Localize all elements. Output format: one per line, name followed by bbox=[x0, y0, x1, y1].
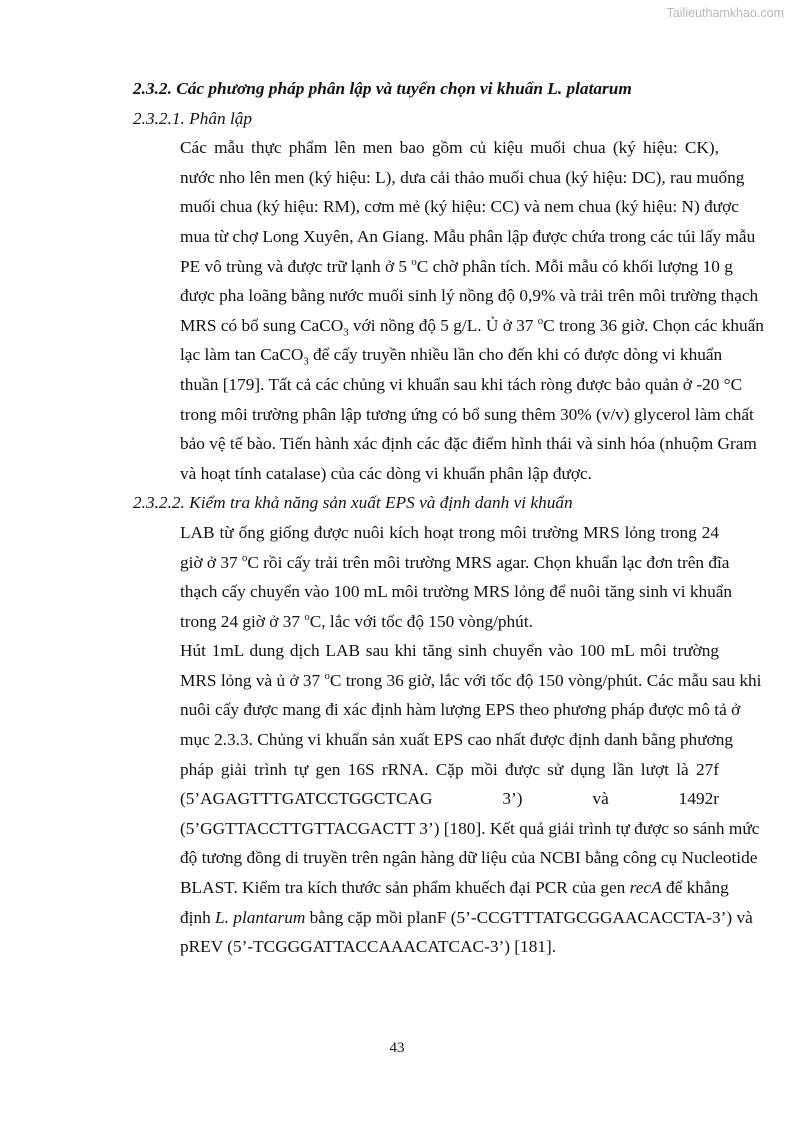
text-line: Hút 1mL dung dịch LAB sau khi tăng sinh chuyển vào 100 mL môi trường bbox=[180, 641, 719, 661]
text-line: nuôi cấy được mang đi xác định hàm lượng EPS theo phương pháp được mô tả ở bbox=[180, 700, 741, 720]
text-line: thuần [179]. Tất cả các chủng vi khuẩn sau khi tách ròng được bảo quản ở -20 °C bbox=[180, 374, 743, 394]
text-line: mục 2.3.3. Chủng vi khuẩn sản xuất EPS cao nhất được định danh bằng phương bbox=[180, 730, 733, 750]
text-line: lạc làm tan CaCO$_3$ để cấy truyền nhiều lần cho đến khi có được dòng vi khuẩn bbox=[180, 345, 723, 368]
paragraph-isolation bbox=[133, 133, 764, 488]
text-line: được pha loãng bằng nước muối sinh lý nồng độ 0,9% và trải trên môi trường thạch bbox=[180, 286, 759, 306]
text-line: bảo vệ tế bào. Tiến hành xác định các đặc điểm hình thái và sinh hóa (nhuộm Gram bbox=[180, 434, 757, 454]
text-line: pREV (5’-TCGGGATTACCAAACATCAC-3’) [181]. bbox=[180, 937, 557, 957]
text-line: mua từ chợ Long Xuyên, An Giang. Mẫu phân lập được chứa trong các túi lấy mẫu bbox=[180, 226, 756, 246]
page-number: 43 bbox=[389, 1040, 405, 1056]
text-line: MRS có bổ sung CaCO$_3$ với nồng độ 5 g/L. Ủ ở 37 $^o$C trong 36 giờ. Chọn các khuẩn bbox=[180, 314, 764, 339]
text-line: Các mẫu thực phẩm lên men bao gồm củ kiệu muối chua (ký hiệu: CK), bbox=[180, 138, 719, 158]
text-line: trong môi trường phân lập tương ứng có bổ sung thêm 30% (v/v) glycerol làm chất bbox=[180, 404, 754, 424]
text-line: thạch cấy chuyển vào 100 mL môi trường MRS lỏng để nuôi tăng sinh vi khuẩn bbox=[180, 582, 733, 602]
text-line: muối chua (ký hiệu: RM), cơm mẻ (ký hiệu: CC) và nem chua (ký hiệu: N) được bbox=[180, 197, 739, 217]
primer-line bbox=[133, 784, 719, 814]
section-heading: 2.3.2. Các phương pháp phân lập và tuyển chọn vi khuẩn L. platarum bbox=[133, 79, 632, 98]
primer-27f-sequence: (5’AGAGTTTGATCCTGGCTCAG bbox=[180, 789, 433, 809]
conjunction: và bbox=[592, 789, 609, 809]
text-line: MRS lỏng và ủ ở 37 $^o$C trong 36 giờ, lắc với tốc độ 150 vòng/phút. Các mẫu sau khi bbox=[180, 670, 762, 690]
subsection-heading-isolation: 2.3.2.1. Phân lập bbox=[133, 108, 253, 128]
page-content bbox=[133, 74, 764, 962]
text-line: pháp giải trình tự gen 16S rRNA. Cặp mồi được sử dụng lần lượt là 27f bbox=[180, 759, 719, 779]
text-line: BLAST. Kiểm tra kích thước sản phẩm khuếch đại PCR của gen recA để khẳng bbox=[180, 878, 729, 898]
text-line: giờ ở 37 $^o$C rồi cấy trải trên môi trường MRS agar. Chọn khuẩn lạc đơn trên đĩa bbox=[180, 551, 730, 572]
text-line: PE vô trùng và được trữ lạnh ở 5 $^o$C chờ phân tích. Mỗi mẫu có khối lượng 10 g bbox=[180, 255, 733, 276]
text-line: và hoạt tính catalase) của các dòng vi khuẩn phân lập được. bbox=[180, 463, 592, 483]
subsection-heading-eps: 2.3.2.2. Kiểm tra khả năng sản xuất EPS và định danh vi khuẩn bbox=[133, 493, 573, 513]
text-line: trong 24 giờ ở 37 $^o$C, lắc với tốc độ 150 vòng/phút. bbox=[180, 610, 533, 631]
text-line: LAB từ ống giống được nuôi kích hoạt trong môi trường MRS lỏng trong 24 bbox=[180, 522, 719, 542]
paragraph-identification bbox=[133, 636, 762, 962]
watermark: Tailieuthamkhao.com bbox=[666, 6, 784, 20]
paragraph-activation bbox=[133, 518, 733, 636]
text-line: (5’GGTTACCTTGTTACGACTT 3’) [180]. Kết quả giải trình tự được so sánh mức bbox=[180, 818, 760, 838]
text-line: định L. plantarum bằng cặp mồi planF (5’-CCGTTTATGCGGAACACCTA-3’) và bbox=[180, 907, 753, 927]
primer-27f-end: 3’) bbox=[502, 789, 523, 809]
primer-1492r-label: 1492r bbox=[678, 789, 719, 809]
text-line: nước nho lên men (ký hiệu: L), dưa cải thảo muối chua (ký hiệu: DC), rau muống bbox=[180, 167, 745, 187]
text-line: độ tương đồng di truyền trên ngân hàng dữ liệu của NCBI bằng công cụ Nucleotide bbox=[180, 848, 758, 868]
